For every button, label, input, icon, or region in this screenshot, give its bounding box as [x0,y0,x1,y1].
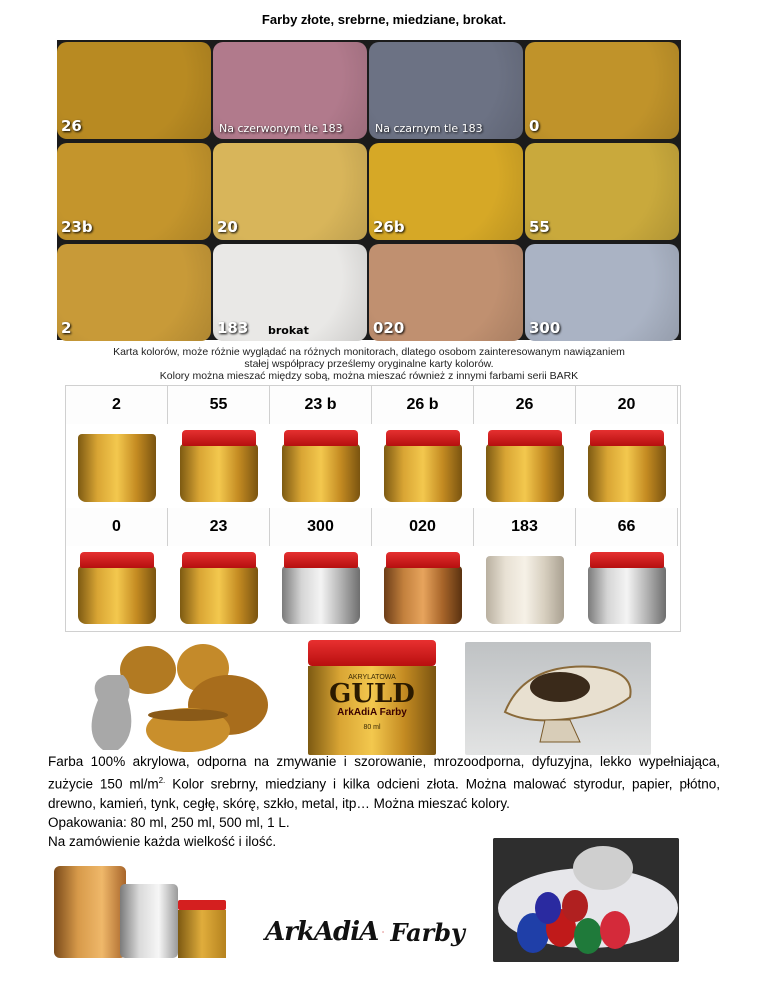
description-sup: 2. [158,776,166,785]
jar-maker-label: ArkAdiA Farby [337,707,407,718]
three-jars-photo [48,862,232,962]
paint-jar [270,428,372,503]
paint-jar [168,550,270,625]
swatch-sublabel: brokat [268,324,309,337]
jar-row-2 [66,550,678,625]
swatch-label: 20 [217,218,238,236]
packaging-text: Opakowania: 80 ml, 250 ml, 500 ml, 1 L. [48,814,290,830]
custom-order-text: Na zamówienie każda wielkość i ilość. [48,833,277,849]
color-code-cell: 26 b [372,386,474,424]
color-code-cell: 183 [474,508,576,546]
color-swatch [525,42,679,139]
pottery-photo [78,640,278,755]
color-code-cell: 0 [66,508,168,546]
arkadia-logo [265,912,465,952]
product-table [65,385,681,632]
swatch-label: 2 [61,319,72,337]
paint-jar [372,550,474,625]
paint-splash-icon [382,915,384,949]
paint-jar [474,428,576,503]
color-swatch [57,244,211,341]
color-code-cell: 20 [576,386,678,424]
color-code-cell: 66 [576,508,678,546]
color-swatch [57,143,211,240]
swatch-label: 26 [61,117,82,135]
color-code-cell: 300 [270,508,372,546]
color-swatch [57,42,211,139]
color-card [57,40,681,340]
caption-line-1: Karta kolorów, może różnie wyglądać na różnych monitorach, dlatego osobom zainteresowanym nawiązaniem [113,346,625,358]
logo-right-text: Farby [390,917,465,947]
easter-eggs-photo [493,838,679,962]
jar-row-1 [66,428,678,503]
decor-bowl-photo [465,642,651,755]
swatch-label: 23b [61,218,93,236]
swatch-label: Na czerwonym tle 183 [219,122,343,135]
color-swatch [525,143,679,240]
jar-volume-label: 80 ml [363,724,381,731]
paint-jar [270,550,372,625]
swatch-label: 020 [373,319,405,337]
caption-line-3: Kolory można mieszać między sobą, można mieszać również z innymi farbami serii BARK [159,370,579,382]
guld-jar-photo [308,640,436,755]
color-swatch [213,143,367,240]
color-code-cell: 23 [168,508,270,546]
paint-jar [372,428,474,503]
caption-line-2: stałej współpracy prześlemy oryginalne karty kolorów. [244,358,494,370]
paint-jar [576,550,678,625]
description-text-b: Kolor srebrny, miedziany i kilka odcieni złota. Można malować styrodur, papier, płótno, drewno, kamień, tynk, cegłę, skórę, szkło, metal, itp… Można mieszać kolory. [48,776,720,811]
swatch-label: 26b [373,218,405,236]
color-card-caption [57,346,681,382]
color-code-cell: 26 [474,386,576,424]
description-text-a: Farba 100% akrylowa, odporna na zmywanie i szorowanie, mrozoodporna, dyfuzyjna, lekko wypełniająca, zużycie 150 ml/m [48,754,720,792]
color-swatch [369,244,523,341]
description-paragraph [48,752,720,813]
swatch-label: 0 [529,117,540,135]
page-title: Farby złote, srebrne, miedziane, brokat. [261,12,507,27]
header-row-1 [66,386,678,424]
color-code-cell: 55 [168,386,270,424]
jar-name-label: GULD [329,679,415,709]
color-code-cell: 2 [66,386,168,424]
swatch-label: Na czarnym tle 183 [375,122,483,135]
color-swatch [369,143,523,240]
paint-jar [168,428,270,503]
logo-left-text: ArkAdiA [265,917,379,947]
jar-brand-label: AKRYLATOWA [348,674,396,681]
swatch-label: 183 [217,319,249,337]
color-swatch [213,42,367,139]
header-row-2 [66,508,678,546]
color-swatch [369,42,523,139]
swatch-label: 300 [529,319,561,337]
paint-jar [66,550,168,625]
swatch-label: 55 [529,218,550,236]
product-description [48,752,720,851]
color-swatch [213,244,367,341]
paint-jar [474,550,576,625]
color-swatch [525,244,679,341]
color-code-cell: 23 b [270,386,372,424]
color-code-cell: 020 [372,508,474,546]
paint-jar [576,428,678,503]
paint-jar [66,428,168,503]
